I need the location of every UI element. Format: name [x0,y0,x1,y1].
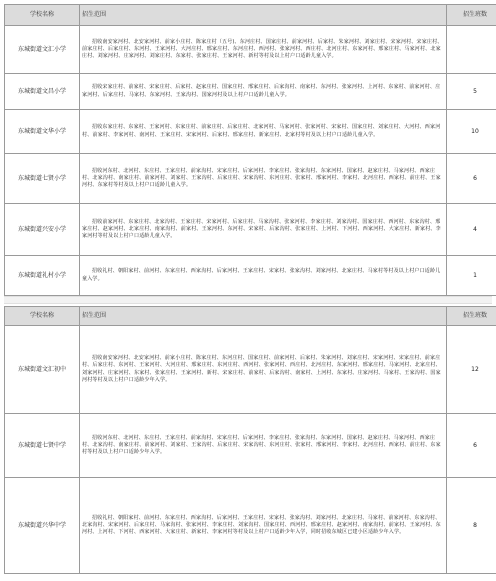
enrollment-scope: 招收礼村、朝阳家村、前河村、东家庄村、西家沟村、后家河村、王家庄村、宋家村、张家沟村、刘家河村、北家庄村、马家村、前家河村、东家沟村、北家沟村、宋家河村、后家庄村、马家沟村、张家河村、李家庄村、刘家沟村、国家庄村、西河村、邢家庄村、赵家河村、南家沟村、前家村、王家河村、东河村、上河村、下河村、西家河村、大家庄村、新家村、李家河村等村及以上村户口适龄少年入学，同时招收东城区已建小区适龄少年入学。 [80,478,447,574]
school-name: 东城街道文汇初中 [5,326,80,414]
enrollment-scope: 招收宋家庄村、前家村、宋家庄村、后家村、赵家庄村、国家庄村、邢家庄村、后家沟村、南家村、东河村、张家河村、上河村、东家村、前家河村、庄家河村、后家庄村、马家村、东家河村、王家沟村、国家河村及以上村户口适龄儿童入学。 [80,74,447,110]
enrollment-scope: 招收南安家河村、北安家河村、前家小庄村、陈家庄村、东河庄村、国家庄村、前家河村、后家村、朱家河村、刘家庄村、宋家河村、宋家庄村、前家庄村、后家庄村、东河村、王家河村、大河庄村、邢家庄村、东河庄村、西河村、张家河村、西庄村、北河庄村、东家河村、邢家庄村、马家河村、北家庄村、刘家河村、庄家河村、东家村、张家庄村、王家河村、新村、宋家庄村、前家村、后家沟村、南家村、上河村、东家村、庄家河村、马家村、王家沟村、国家河村等村及以上村户口适龄少年入学。 [80,326,447,414]
enrollment-scope: 招收河东村、北河村、东庄村、王家庄村、前家沟村、宋家庄村、后家河村、李家庄村、张家沟村、东家河村、国家村、赵家庄村、马家河村、西家庄村、北家沟村、南家庄村、前家河村、刘家村、王家沟村、后家庄村、宋家沟村、东河庄村、张家村、邢家河村、李家村、北河庄村、西家村、前庄村、东家村等村及以上村户口适龄少年入学。 [80,414,447,478]
class-count: 10 [447,110,496,154]
class-count: 4 [447,204,496,256]
enrollment-scope: 招收前家河村、东家庄村、北家沟村、王家庄村、宋家河村、后家庄村、马家沟村、张家河村、李家庄村、刘家沟村、国家庄村、西河村、东家沟村、邢家庄村、赵家河村、北家庄村、南家沟村、前家村、王家河村、东河村、宋家村、后家沟村、张家庄村、上河村、下河村、西家河村、大家庄村、新家村、李家河村等村及以上村户口适龄儿童入学。 [80,204,447,256]
header-enrollment-scope: 招生范围 [80,307,447,326]
header-enrollment-scope: 招生范围 [80,5,447,26]
school-name: 东城街道兴安小学 [5,204,80,256]
table-row [5,154,496,204]
school-name: 东城街道文华小学 [5,110,80,154]
class-count: 5 [447,74,496,110]
table-header-row [5,307,496,326]
class-count: 6 [447,414,496,478]
table-row [5,74,496,110]
school-name: 东城街道礼村小学 [5,256,80,296]
table-row [5,204,496,256]
enrollment-scope: 招收南安家河村、北安家河村、前家小庄村、陈家庄村（五号)、东河庄村、国家庄村、前家河村、后家村、朱家河村、刘家庄村、宋家河村、宋家庄村、前家庄村、后家庄村、东河村、王家河村、大河庄村、邢家庄村、东河庄村、西河村、张家河村、西庄村、北河庄村、东家河村、邢家庄村、马家河村、北家庄村、刘家河村、庄家河村、刘家庄村、东家村、张家庄村、王家河村、新村等村及以上村户口适龄儿童入学。 [80,26,447,74]
enrollment-scope: 招收东家庄村、东家村、王家河村、东家庄村、前家庄村、后家庄村、北家河村、马家河村、张家河村、宋家村、国家庄村、刘家庄村、大河村、西家河村、前家村、李家河村、南河村、王家庄村、宋家河村、后家村、邢家庄村、新家庄村、北家村等村及以上村户口适龄儿童入学。 [80,110,447,154]
header-school-name: 学校名称 [5,5,80,26]
table-row [5,26,496,74]
table-row [5,326,496,414]
enrollment-scope: 招收河东村、北河村、东庄村、王家庄村、前家沟村、宋家庄村、后家河村、李家庄村、张家沟村、东家河村、国家村、赵家庄村、马家河村、西家庄村、北家沟村、南家庄村、前家河村、刘家村、王家沟村、后家庄村、宋家沟村、东河庄村、张家村、邢家河村、李家村、北河庄村、西家村、前庄村、王家河村、东家村等村及以上村户口适龄儿童入学。 [80,154,447,204]
enrollment-scope: 招收礼村、朝阳家村、前河村、东家庄村、西家沟村、后家河村、王家庄村、宋家村、张家沟村、刘家河村、北家庄村、马家村等村及以上村户口适龄儿童入学。 [80,256,447,296]
header-class-count: 招生班数 [447,5,496,26]
primary-school-table [4,4,496,296]
table-row [5,478,496,574]
school-name: 东城街道七贤中学 [5,414,80,478]
class-count: 12 [447,326,496,414]
table-separator [4,296,492,304]
school-name: 东城街道文汇小学 [5,26,80,74]
class-count: 6 [447,154,496,204]
school-name: 东城街道七贤小学 [5,154,80,204]
table-row [5,414,496,478]
class-count: 8 [447,478,496,574]
header-school-name: 学校名称 [5,307,80,326]
table-row [5,110,496,154]
table-header-row [5,5,496,26]
class-count: 1 [447,256,496,296]
school-name: 东城街道兴华中学 [5,478,80,574]
school-name: 东城街道文昌小学 [5,74,80,110]
table-row [5,256,496,296]
middle-school-table [4,306,496,574]
class-count [447,26,496,74]
header-class-count: 招生班数 [447,307,496,326]
